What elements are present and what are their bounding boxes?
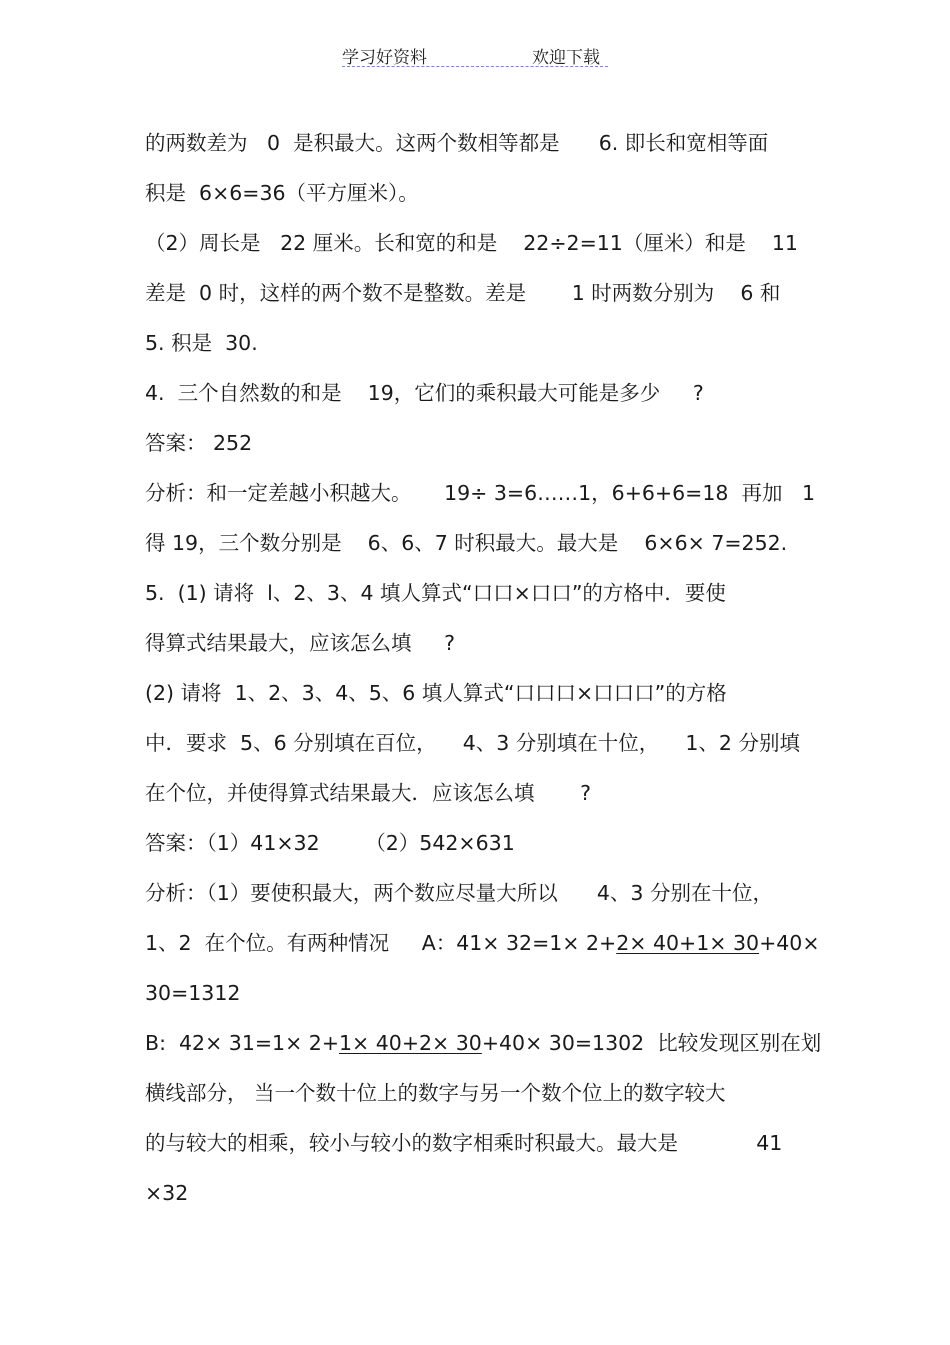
case-a-after: +40×	[759, 931, 820, 955]
text-line: 得 19，三个数分别是 6、6、7 时积最大。最大是 6×6× 7=252.	[145, 531, 788, 555]
text-line: 积是 6×6=36（平方厘米）。	[145, 181, 419, 205]
case-a-line	[145, 918, 820, 968]
case-b-before: B: 42× 31=1× 2+	[145, 1031, 339, 1055]
question-4: 4. 三个自然数的和是 19，它们的乘积最大可能是多少 ?	[145, 381, 704, 405]
header-right-text: 欢迎下载	[532, 48, 600, 68]
case-a-underlined: 2× 40+1× 30	[616, 931, 760, 955]
text-line: (2) 请将 1、2、3、4、5、6 填人算式“口口口×口口口”的方格	[145, 681, 727, 705]
answer-4: 答案： 252	[145, 431, 253, 455]
text-line: 横线部分， 当一个数十位上的数字与另一个数个位上的数字较大	[145, 1081, 726, 1105]
text-line: 在个位，并使得算式结果最大．应该怎么填 ?	[145, 781, 591, 805]
case-b-line	[145, 1018, 822, 1068]
text-line: 得算式结果最大，应该怎么填 ?	[145, 631, 455, 655]
text-line: 30=1312	[145, 981, 241, 1005]
text-line: 的两数差为 0 是积最大。这两个数相等都是 6. 即长和宽相等面	[145, 131, 769, 155]
case-a-before: 1、2 在个位。有两种情况 A：41× 32=1× 2+	[145, 931, 617, 955]
text-line: 分析：（1）要使积最大，两个数应尽量大所以 4、3 分别在十位，	[145, 881, 773, 905]
question-5: 5. (1) 请将 l、2、3、4 填人算式“口口×口口”的方格中．要使	[145, 581, 726, 605]
document-body	[145, 118, 822, 1218]
page-header	[342, 40, 608, 67]
text-line: 的与较大的相乘，较小与较小的数字相乘时积最大。最大是 41	[145, 1131, 783, 1155]
text-line: 5. 积是 30.	[145, 331, 258, 355]
text-line: ×32	[145, 1181, 189, 1205]
text-line: （2）周长是 22 厘米。长和宽的和是 22÷2=11（厘米）和是 11	[145, 231, 798, 255]
header-left-text: 学习好资料	[342, 48, 427, 68]
case-b-underlined: 1× 40+2× 30	[339, 1031, 482, 1055]
answer-5: 答案：（1）41×32 （2）542×631	[145, 831, 515, 855]
text-line: 中．要求 5、6 分别填在百位， 4、3 分别填在十位， 1、2 分别填	[145, 731, 800, 755]
text-line: 差是 0 时，这样的两个数不是整数。差是 1 时两数分别为 6 和	[145, 281, 781, 305]
text-line: 分析：和一定差越小积越大。 19÷ 3=6……1，6+6+6=18 再加 1	[145, 481, 816, 505]
case-b-after: +40× 30=1302 比较发现区别在划	[481, 1031, 822, 1055]
